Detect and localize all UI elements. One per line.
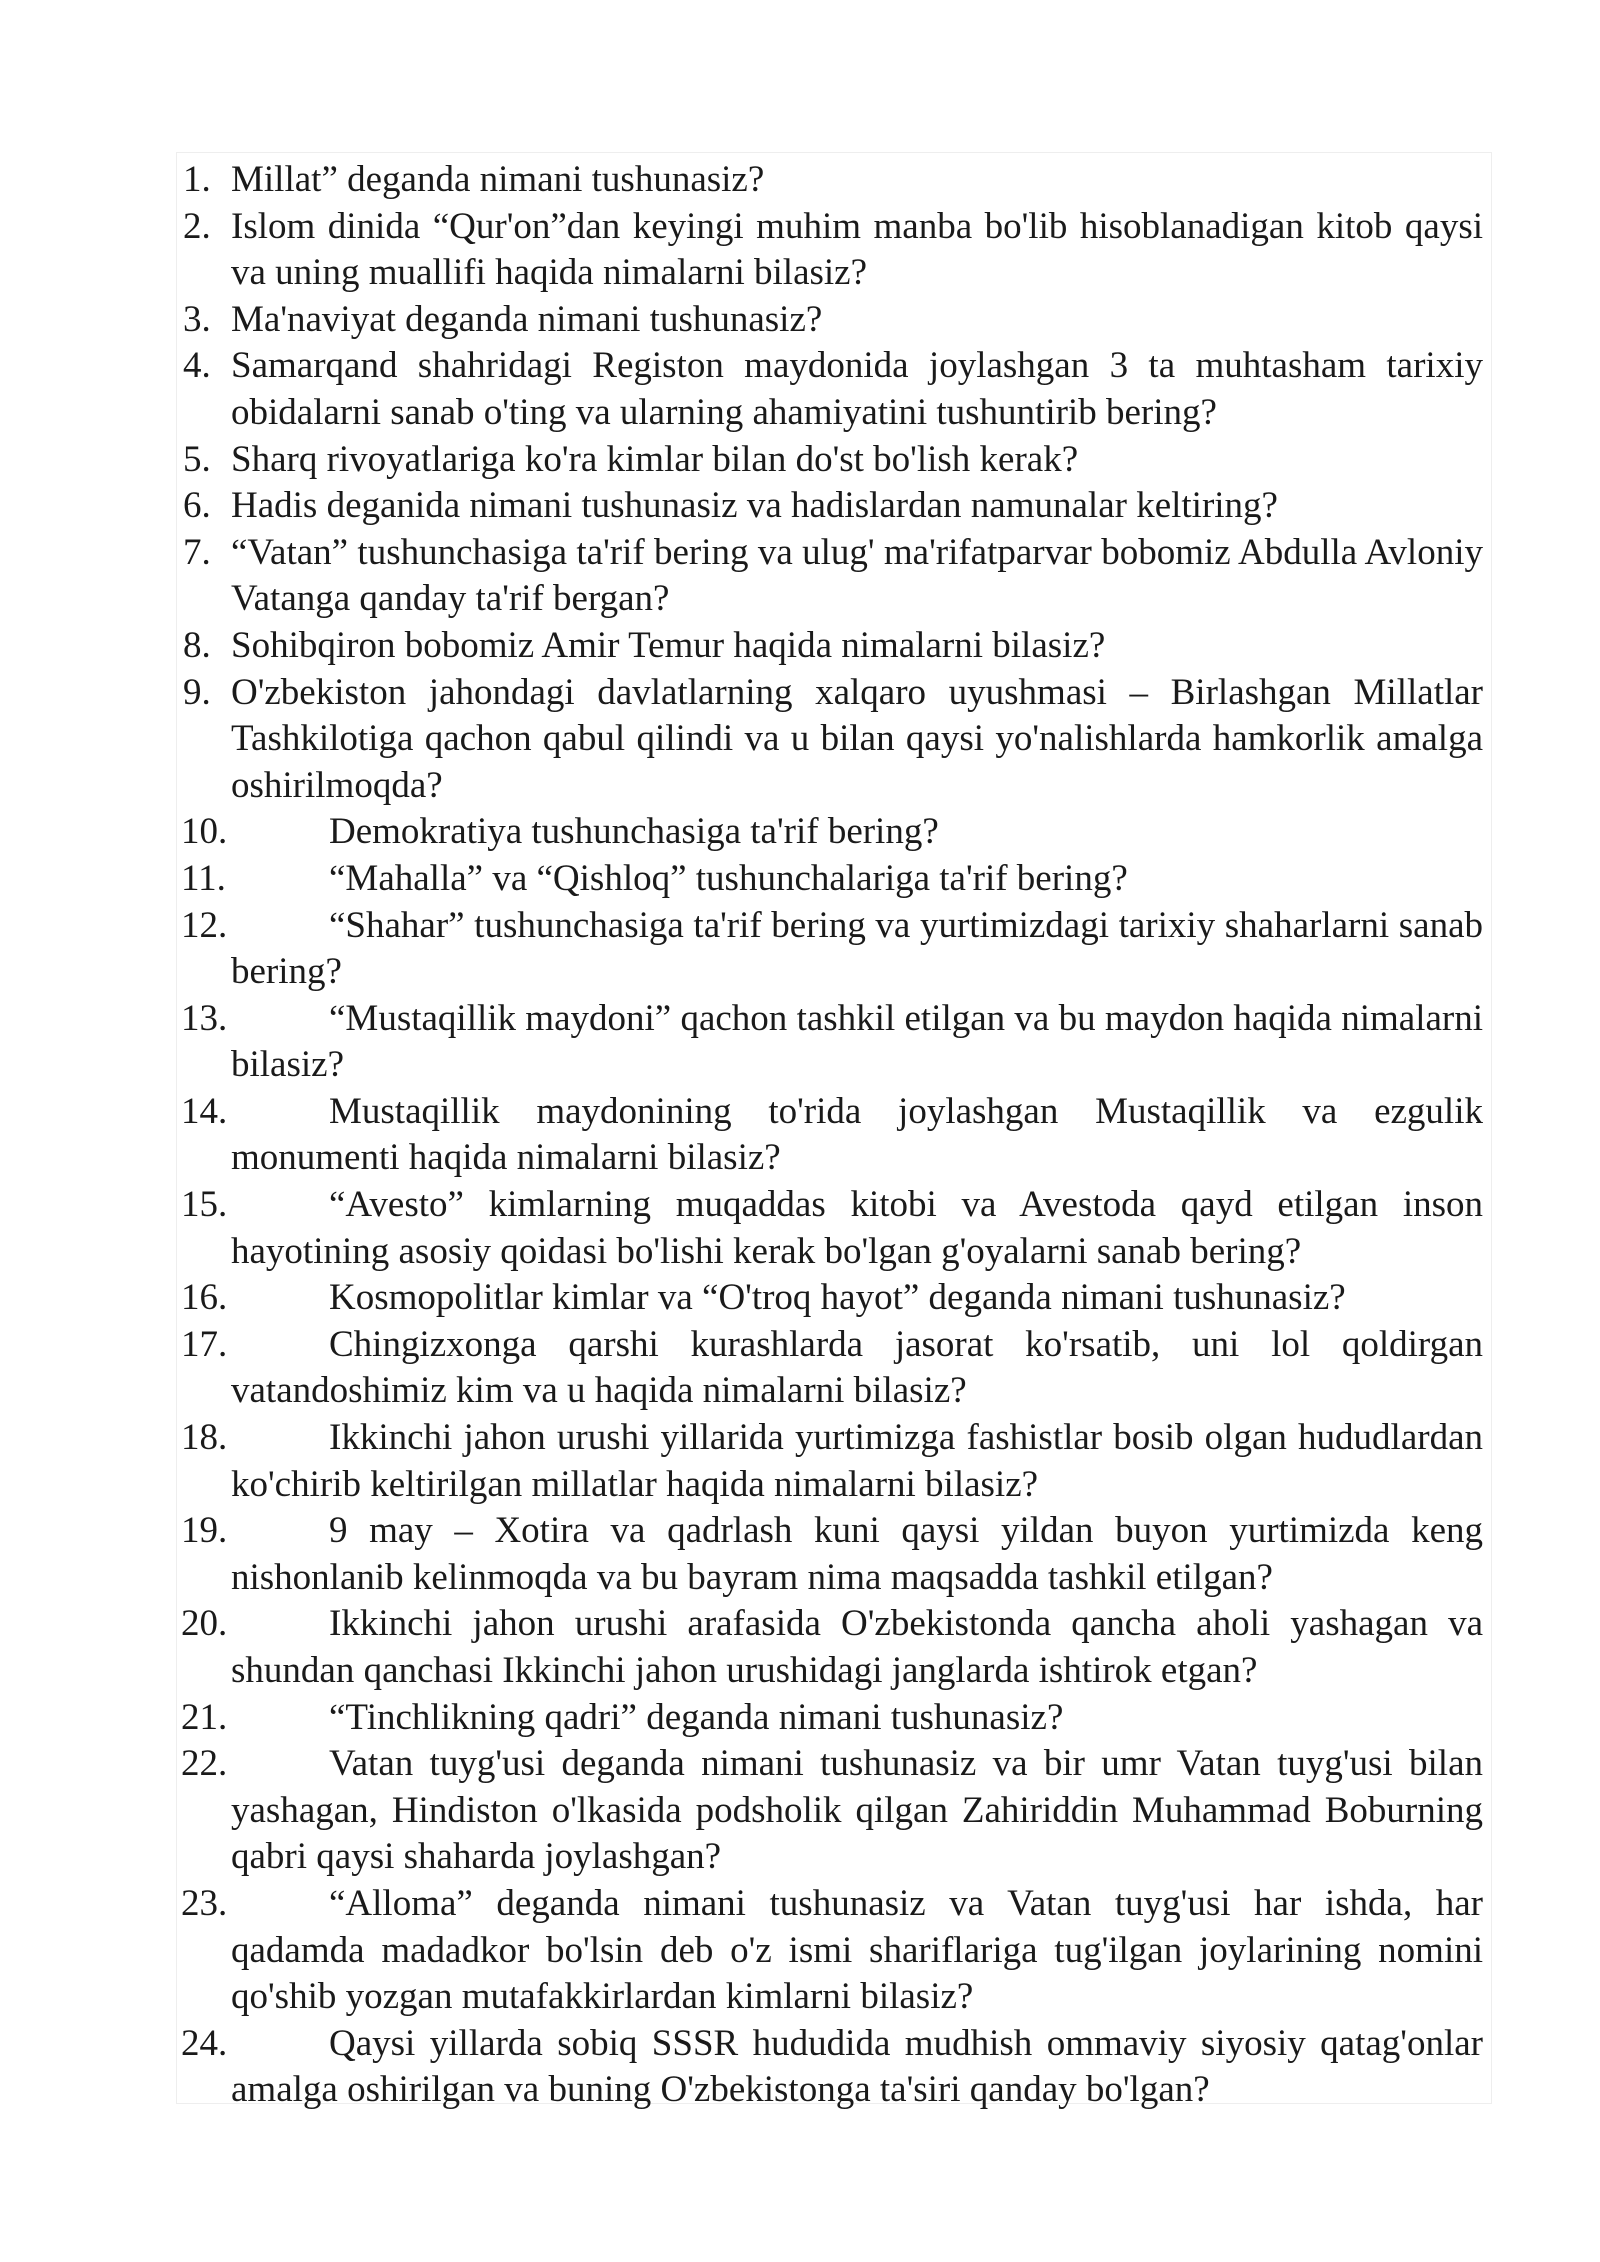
item-text: Ikkinchi jahon urushi yillarida yurtimizga fashistlar bosib olgan hududlardan ko'chirib keltirilgan millatlar haqida nimalarni bilasiz? (231, 1417, 1483, 1505)
list-item (181, 809, 1483, 856)
list-item (181, 1741, 1483, 1881)
item-text: “Mustaqillik maydoni” qachon tashkil etilgan va bu maydon haqida nimalarni bilasiz? (231, 997, 1483, 1086)
item-number: 3. (183, 298, 211, 340)
list-item (181, 297, 1483, 344)
list-item (181, 903, 1483, 996)
item-number: 14. (181, 1090, 228, 1132)
list-item (181, 437, 1483, 484)
item-number: 16. (181, 1277, 228, 1319)
list-item (181, 204, 1483, 297)
list-item (181, 343, 1483, 436)
item-number: 23. (181, 1882, 228, 1924)
list-item (181, 1089, 1483, 1182)
item-text: Qaysi yillarda sobiq SSSR hududida mudhish ommaviy siyosiy qatag'onlar amalga oshirilgan va buning O'zbekistonga ta'siri qanday bo'lgan? (231, 2022, 1483, 2111)
list-item (181, 856, 1483, 903)
item-number: 17. (181, 1323, 228, 1365)
item-number: 21. (181, 1696, 228, 1738)
list-item (181, 1275, 1483, 1322)
item-number: 12. (181, 904, 228, 946)
item-text: Millat” deganda nimani tushunasiz? (231, 159, 765, 200)
item-number: 20. (181, 1603, 228, 1645)
item-number: 19. (181, 1510, 228, 1552)
list-item (181, 1601, 1483, 1694)
item-number: 4. (183, 345, 211, 387)
item-text: Sharq rivoyatlariga ko'ra kimlar bilan do'st bo'lish kerak? (231, 438, 1079, 480)
item-number: 13. (181, 997, 228, 1039)
item-text: Kosmopolitlar kimlar va “O'troq hayot” deganda nimani tushunasiz? (329, 1277, 1346, 1319)
item-number: 11. (181, 857, 226, 899)
list-item (181, 623, 1483, 670)
list-item (181, 157, 1483, 204)
list-item (181, 1508, 1483, 1601)
item-text: O'zbekiston jahondagi davlatlarning xalqaro uyushmasi – Birlashgan Millatlar Tashkilotiga qachon qabul qilindi va u bilan qaysi yo'nalishlarda hamkorlik amalga oshirilmoqda? (231, 671, 1483, 806)
item-text: “Mahalla” va “Qishloq” tushunchalariga ta'rif bering? (329, 857, 1128, 899)
question-list (176, 152, 1492, 2111)
item-number: 8. (183, 624, 211, 666)
item-text: “Vatan” tushunchasiga ta'rif bering va ulug' ma'rifatparvar bobomiz Abdulla Avloniy Vatanga qanday ta'rif bergan? (231, 531, 1483, 620)
item-text: Islom dinida “Qur'on”dan keyingi muhim manba bo'lib hisoblanadigan kitob qaysi va uning muallifi haqida nimalarni bilasiz? (231, 205, 1483, 294)
item-text: Sohibqiron bobomiz Amir Temur haqida nimalarni bilasiz? (231, 624, 1106, 666)
item-number: 22. (181, 1743, 228, 1785)
list-item (181, 1881, 1483, 2021)
item-text: Hadis deganida nimani tushunasiz va hadislardan namunalar keltiring? (231, 485, 1278, 527)
item-text: Chingizxonga qarshi kurashlarda jasorat ko'rsatib, uni lol qoldirgan vatandoshimiz kim va u haqida nimalarni bilasiz? (231, 1323, 1483, 1412)
item-text: Ma'naviyat deganda nimani tushunasiz? (231, 298, 823, 340)
item-number: 2. (183, 205, 211, 247)
item-number: 15. (181, 1184, 228, 1226)
item-text: “Avesto” kimlarning muqaddas kitobi va Avestoda qayd etilgan inson hayotining asosiy qoidasi bo'lishi kerak bo'lgan g'oyalarni sanab bering? (231, 1184, 1483, 1272)
item-number: 7. (183, 531, 211, 573)
list-item (181, 483, 1483, 530)
list-item (181, 530, 1483, 623)
item-number: 5. (183, 438, 211, 480)
list-item (181, 1695, 1483, 1742)
list-item (181, 2021, 1483, 2114)
list-item (181, 1322, 1483, 1415)
item-text: Demokratiya tushunchasiga ta'rif bering? (329, 811, 939, 853)
item-text: Samarqand shahridagi Registon maydonida joylashgan 3 ta muhtasham tarixiy obidalarni sanab o'ting va ularning ahamiyatini tushuntirib bering? (231, 345, 1483, 433)
item-text: Ikkinchi jahon urushi arafasida O'zbekistonda qancha aholi yashagan va shundan qanchasi Ikkinchi jahon urushidagi janglarda ishtirok etgan? (231, 1603, 1483, 1691)
item-text: “Alloma” deganda nimani tushunasiz va Vatan tuyg'usi har ishda, har qadamda madadkor bo'lsin deb o'z ismi shariflariga tug'ilgan joylarining nomini qo'shib yozgan mutafakkirlardan kimlarni bilasiz? (231, 1882, 1483, 2018)
item-text: “Tinchlikning qadri” deganda nimani tushunasiz? (329, 1696, 1064, 1738)
list-item (181, 996, 1483, 1089)
item-number: 6. (183, 485, 211, 527)
item-number: 18. (181, 1417, 228, 1459)
list-item (181, 1415, 1483, 1508)
list-item (181, 1182, 1483, 1275)
item-text: 9 may – Xotira va qadrlash kuni qaysi yildan buyon yurtimizda keng nishonlanib kelinmoqda va bu bayram nima maqsadda tashkil etilgan? (231, 1510, 1483, 1598)
item-text: “Shahar” tushunchasiga ta'rif bering va yurtimizdagi tarixiy shaharlarni sanab bering? (231, 904, 1483, 993)
item-number: 9. (183, 671, 211, 713)
item-text: Vatan tuyg'usi deganda nimani tushunasiz va bir umr Vatan tuyg'usi bilan yashagan, Hindiston o'lkasida podsholik qilgan Zahiriddin Muhammad Boburning qabri qaysi shaharda joylashgan? (231, 1743, 1483, 1878)
list-item (181, 670, 1483, 810)
item-number: 1. (183, 159, 211, 200)
item-number: 10. (181, 811, 228, 853)
item-number: 24. (181, 2022, 228, 2064)
item-text: Mustaqillik maydonining to'rida joylashgan Mustaqillik va ezgulik monumenti haqida nimalarni bilasiz? (231, 1090, 1483, 1179)
